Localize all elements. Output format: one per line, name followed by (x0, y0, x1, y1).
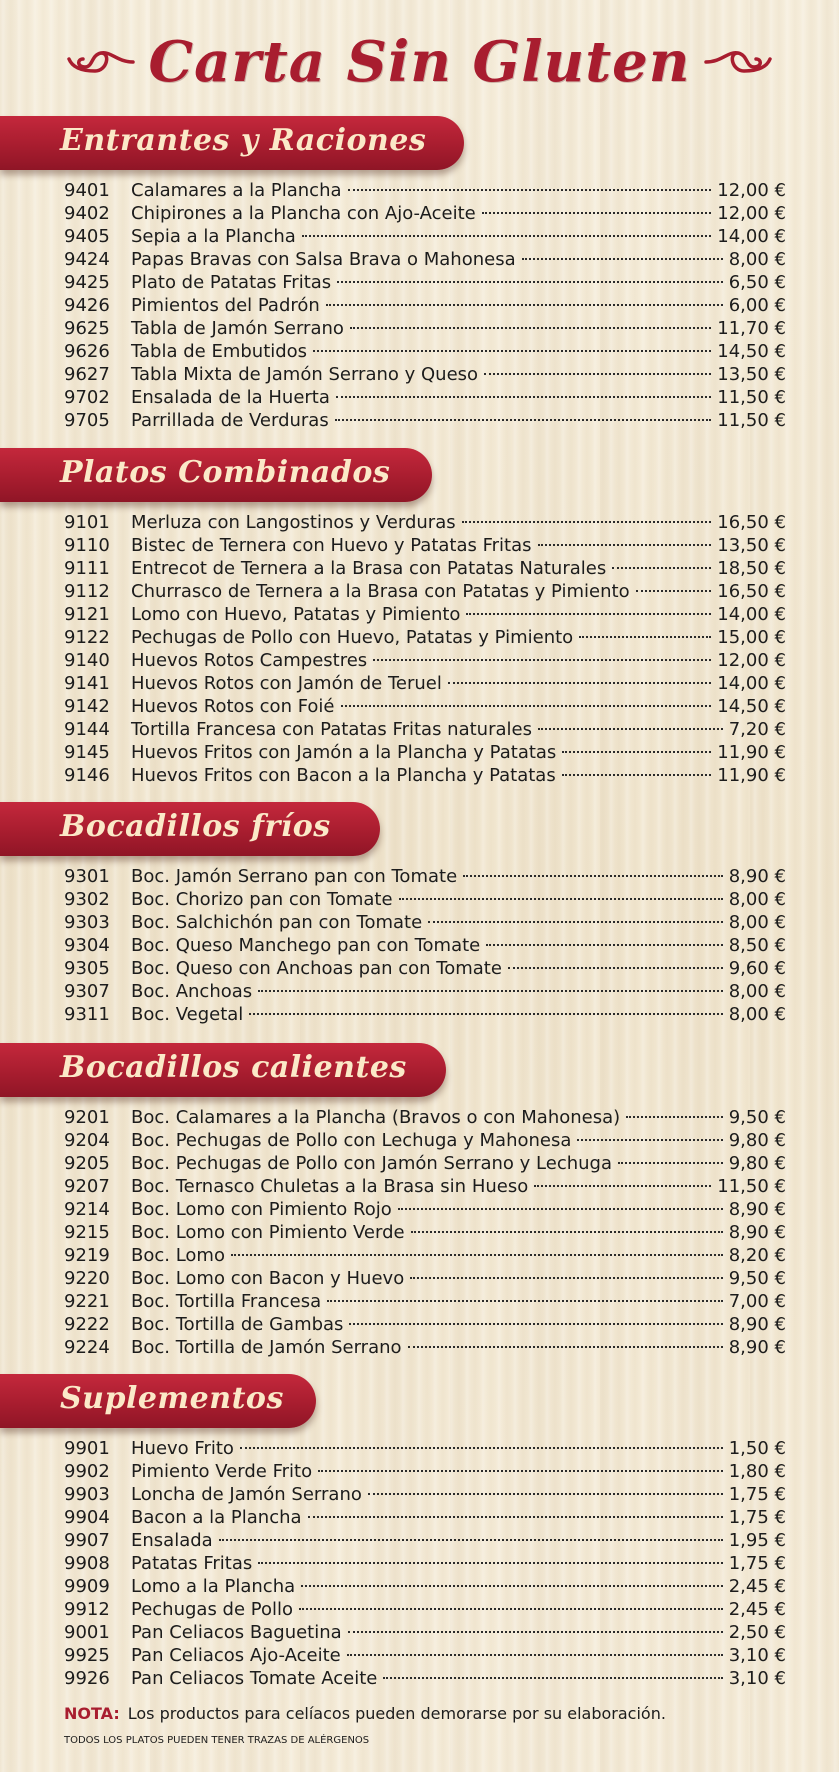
item-price: 11,70 € (717, 318, 786, 339)
item-code: 9222 (64, 1314, 110, 1335)
leader-dots (562, 751, 711, 753)
item-price: 11,50 € (717, 410, 786, 431)
item-price: 2,45 € (728, 1599, 786, 1620)
menu-item (64, 340, 786, 363)
item-code: 9426 (64, 295, 110, 316)
leader-dots (258, 1562, 722, 1564)
menu-list-platos-combinados (64, 511, 786, 787)
section-header-bocadillos-frios (0, 802, 380, 856)
menu-item (64, 317, 786, 340)
item-name: Boc. Salchichón pan con Tomate (131, 912, 423, 933)
leader-dots (219, 1539, 723, 1541)
item-name: Boc. Lomo con Bacon y Huevo (131, 1268, 405, 1289)
leader-dots (522, 258, 723, 260)
section-title: Bocadillos fríos (60, 809, 331, 844)
item-price: 9,80 € (728, 1153, 786, 1174)
menu-item (64, 649, 786, 672)
menu-item (64, 1598, 786, 1621)
leader-dots (348, 189, 712, 191)
item-code: 9204 (64, 1130, 110, 1151)
item-price: 15,00 € (717, 627, 786, 648)
menu-list-suplementos (64, 1437, 786, 1690)
item-price: 1,95 € (728, 1530, 786, 1551)
item-code: 9702 (64, 387, 110, 408)
leader-dots (508, 967, 723, 969)
item-name: Boc. Anchoas (131, 981, 253, 1002)
menu-item (64, 934, 786, 957)
item-name: Boc. Vegetal (131, 1004, 244, 1025)
item-name: Boc. Queso Manchego pan con Tomate (131, 935, 481, 956)
item-price: 1,75 € (728, 1507, 786, 1528)
menu-item (64, 764, 786, 787)
item-name: Entrecot de Ternera a la Brasa con Patatas Naturales (131, 558, 607, 579)
item-code: 9311 (64, 1004, 110, 1025)
item-code: 9220 (64, 1268, 110, 1289)
item-name: Huevo Frito (131, 1438, 234, 1459)
leader-dots (626, 1116, 723, 1118)
section-title: Bocadillos calientes (60, 1050, 407, 1085)
menu-item (64, 1667, 786, 1690)
leader-dots (482, 212, 712, 214)
item-code: 9303 (64, 912, 110, 933)
item-name: Boc. Calamares a la Plancha (Bravos o con Mahonesa) (131, 1107, 621, 1128)
item-name: Huevos Rotos con Foié (131, 696, 335, 717)
item-name: Tabla de Jamón Serrano (131, 318, 344, 339)
item-code: 9625 (64, 318, 110, 339)
item-code: 9110 (64, 535, 110, 556)
menu-item (64, 1506, 786, 1529)
section-header-entrantes (0, 116, 464, 170)
leader-dots (249, 1013, 722, 1015)
item-code: 9205 (64, 1153, 110, 1174)
menu-item (64, 1175, 786, 1198)
menu-item (64, 1313, 786, 1336)
leader-dots (383, 1677, 722, 1679)
menu-list-bocadillos-calientes (64, 1106, 786, 1359)
item-price: 8,20 € (728, 1245, 786, 1266)
item-price: 1,75 € (728, 1484, 786, 1505)
item-name: Bacon a la Plancha (131, 1507, 302, 1528)
flourish-left-icon (67, 47, 135, 77)
item-price: 14,50 € (717, 696, 786, 717)
item-name: Tortilla Francesa con Patatas Fritas naturales (131, 719, 532, 740)
item-price: 11,50 € (717, 1176, 786, 1197)
item-name: Boc. Tortilla Francesa (131, 1291, 322, 1312)
leader-dots (399, 898, 723, 900)
item-price: 14,50 € (717, 341, 786, 362)
item-price: 8,90 € (728, 866, 786, 887)
leader-dots (327, 1300, 723, 1302)
item-name: Boc. Lomo con Pimiento Verde (131, 1222, 405, 1243)
leader-dots (538, 544, 712, 546)
leader-dots (348, 1631, 723, 1633)
item-code: 9902 (64, 1461, 110, 1482)
item-name: Lomo a la Plancha (131, 1576, 296, 1597)
item-price: 11,90 € (717, 765, 786, 786)
menu-item (64, 695, 786, 718)
leader-dots (341, 705, 712, 707)
menu-item (64, 1129, 786, 1152)
menu-item (64, 1290, 786, 1313)
item-code: 9112 (64, 581, 110, 602)
item-code: 9912 (64, 1599, 110, 1620)
menu-list-bocadillos-frios (64, 865, 786, 1026)
leader-dots (318, 1470, 723, 1472)
item-code: 9221 (64, 1291, 110, 1312)
item-code: 9224 (64, 1337, 110, 1358)
menu-item (64, 1267, 786, 1290)
item-code: 9425 (64, 272, 110, 293)
leader-dots (337, 281, 723, 283)
note-label: NOTA: (64, 1704, 120, 1723)
item-code: 9146 (64, 765, 110, 786)
leader-dots (336, 396, 711, 398)
item-code: 9627 (64, 364, 110, 385)
item-code: 9121 (64, 604, 110, 625)
menu-item (64, 1644, 786, 1667)
leader-dots (301, 1585, 723, 1587)
item-price: 13,50 € (717, 535, 786, 556)
item-code: 9305 (64, 958, 110, 979)
item-name: Bistec de Ternera con Huevo y Patatas Fritas (131, 535, 532, 556)
menu-item (64, 1529, 786, 1552)
item-price: 8,90 € (728, 1199, 786, 1220)
allergen-note: TODOS LOS PLATOS PUEDEN TENER TRAZAS DE ALÉRGENOS (64, 1735, 370, 1746)
leader-dots (349, 1323, 722, 1325)
item-code: 9111 (64, 558, 110, 579)
item-name: Churrasco de Ternera a la Brasa con Patatas y Pimiento (131, 581, 630, 602)
item-code: 9302 (64, 889, 110, 910)
item-name: Boc. Pechugas de Pollo con Lechuga y Mahonesa (131, 1130, 572, 1151)
item-name: Loncha de Jamón Serrano (131, 1484, 362, 1505)
menu-item (64, 1003, 786, 1026)
item-price: 13,50 € (717, 364, 786, 385)
menu-item (64, 865, 786, 888)
item-name: Boc. Queso con Anchoas pan con Tomate (131, 958, 502, 979)
menu-item (64, 1106, 786, 1129)
item-name: Pimiento Verde Frito (131, 1461, 313, 1482)
item-price: 8,90 € (728, 1314, 786, 1335)
menu-item (64, 363, 786, 386)
menu-item (64, 1221, 786, 1244)
item-code: 9140 (64, 650, 110, 671)
menu-item (64, 957, 786, 980)
item-price: 7,20 € (728, 719, 786, 740)
leader-dots (408, 1346, 723, 1348)
item-name: Ensalada (131, 1530, 213, 1551)
item-name: Huevos Rotos Campestres (131, 650, 368, 671)
item-price: 8,00 € (728, 981, 786, 1002)
item-price: 3,10 € (728, 1668, 786, 1689)
flourish-right-icon (704, 47, 772, 77)
item-code: 9907 (64, 1530, 110, 1551)
item-code: 9141 (64, 673, 110, 694)
item-name: Merluza con Langostinos y Verduras (131, 512, 456, 533)
item-code: 9401 (64, 180, 110, 201)
leader-dots (368, 1493, 723, 1495)
item-name: Sepia a la Plancha (131, 226, 296, 247)
menu-item (64, 1152, 786, 1175)
menu-item (64, 557, 786, 580)
item-code: 9301 (64, 866, 110, 887)
item-price: 8,00 € (728, 912, 786, 933)
leader-dots (308, 1516, 723, 1518)
menu-item (64, 409, 786, 432)
item-price: 8,90 € (728, 1222, 786, 1243)
menu-item (64, 603, 786, 626)
item-name: Parrillada de Verduras (131, 410, 329, 431)
note-text: Los productos para celíacos pueden demorarse por su elaboración. (127, 1704, 666, 1723)
item-price: 9,50 € (728, 1107, 786, 1128)
menu-item (64, 980, 786, 1003)
item-name: Huevos Rotos con Jamón de Teruel (131, 673, 442, 694)
item-price: 8,00 € (728, 1004, 786, 1025)
item-name: Boc. Lomo con Pimiento Rojo (131, 1199, 392, 1220)
item-code: 9144 (64, 719, 110, 740)
section-title: Platos Combinados (60, 455, 391, 490)
leader-dots (231, 1254, 723, 1256)
item-name: Plato de Patatas Fritas (131, 272, 332, 293)
leader-dots (612, 567, 711, 569)
item-code: 9207 (64, 1176, 110, 1197)
item-name: Boc. Pechugas de Pollo con Jamón Serrano y Lechuga (131, 1153, 612, 1174)
section-title: Entrantes y Raciones (60, 123, 427, 158)
leader-dots (347, 1654, 723, 1656)
menu-item (64, 225, 786, 248)
item-name: Boc. Ternasco Chuletas a la Brasa sin Hueso (131, 1176, 529, 1197)
item-code: 9145 (64, 742, 110, 763)
item-name: Pan Celiacos Baguetina (131, 1622, 342, 1643)
item-code: 9903 (64, 1484, 110, 1505)
item-name: Lomo con Huevo, Patatas y Pimiento (131, 604, 461, 625)
item-price: 2,45 € (728, 1576, 786, 1597)
menu-item (64, 271, 786, 294)
menu-item (64, 1336, 786, 1359)
item-price: 14,00 € (717, 604, 786, 625)
leader-dots (579, 636, 711, 638)
item-name: Boc. Tortilla de Gambas (131, 1314, 344, 1335)
item-name: Tabla Mixta de Jamón Serrano y Queso (131, 364, 479, 385)
item-price: 8,90 € (728, 1337, 786, 1358)
item-price: 8,50 € (728, 935, 786, 956)
menu-item (64, 1198, 786, 1221)
item-price: 11,90 € (717, 742, 786, 763)
leader-dots (411, 1231, 723, 1233)
item-price: 6,00 € (728, 295, 786, 316)
item-price: 14,00 € (717, 226, 786, 247)
item-name: Pimientos del Padrón (131, 295, 320, 316)
item-code: 9101 (64, 512, 110, 533)
item-code: 9904 (64, 1507, 110, 1528)
leader-dots (335, 419, 712, 421)
item-name: Boc. Tortilla de Jamón Serrano (131, 1337, 402, 1358)
item-code: 9201 (64, 1107, 110, 1128)
leader-dots (410, 1277, 723, 1279)
item-code: 9215 (64, 1222, 110, 1243)
item-code: 9705 (64, 410, 110, 431)
item-price: 1,80 € (728, 1461, 786, 1482)
item-price: 12,00 € (717, 203, 786, 224)
item-price: 14,00 € (717, 673, 786, 694)
item-price: 9,60 € (728, 958, 786, 979)
leader-dots (350, 327, 711, 329)
menu-list-entrantes (64, 179, 786, 432)
leader-dots (313, 350, 711, 352)
menu-item (64, 718, 786, 741)
menu-item (64, 1483, 786, 1506)
page-title: Carta Sin Gluten (148, 29, 691, 95)
item-name: Tabla de Embutidos (131, 341, 308, 362)
item-code: 9901 (64, 1438, 110, 1459)
item-price: 8,00 € (728, 889, 786, 910)
item-name: Papas Bravas con Salsa Brava o Mahonesa (131, 249, 516, 270)
item-code: 9926 (64, 1668, 110, 1689)
item-price: 9,80 € (728, 1130, 786, 1151)
item-name: Boc. Lomo (131, 1245, 225, 1266)
item-code: 9219 (64, 1245, 110, 1266)
title-bar (0, 22, 839, 102)
leader-dots (562, 774, 712, 776)
menu-item (64, 1621, 786, 1644)
menu-item (64, 888, 786, 911)
leader-dots (428, 921, 723, 923)
menu-item (64, 626, 786, 649)
item-code: 9307 (64, 981, 110, 1002)
leader-dots (299, 1608, 723, 1610)
item-name: Pan Celiacos Tomate Aceite (131, 1668, 378, 1689)
leader-dots (618, 1162, 723, 1164)
item-name: Calamares a la Plancha (131, 180, 342, 201)
item-name: Huevos Fritos con Bacon a la Plancha y Patatas (131, 765, 556, 786)
item-price: 9,50 € (728, 1268, 786, 1289)
leader-dots (636, 590, 712, 592)
item-code: 9405 (64, 226, 110, 247)
leader-dots (577, 1139, 722, 1141)
item-price: 16,50 € (717, 581, 786, 602)
item-price: 7,00 € (728, 1291, 786, 1312)
item-code: 9122 (64, 627, 110, 648)
section-header-bocadillos-calientes (0, 1043, 446, 1097)
leader-dots (302, 235, 711, 237)
menu-item (64, 580, 786, 603)
item-name: Patatas Fritas (131, 1553, 253, 1574)
menu-item (64, 511, 786, 534)
menu-item (64, 1244, 786, 1267)
item-price: 8,00 € (728, 249, 786, 270)
item-price: 12,00 € (717, 180, 786, 201)
menu-item (64, 672, 786, 695)
section-header-platos-combinados (0, 448, 432, 502)
item-price: 6,50 € (728, 272, 786, 293)
item-price: 18,50 € (717, 558, 786, 579)
leader-dots (448, 682, 711, 684)
leader-dots (463, 875, 723, 877)
item-code: 9214 (64, 1199, 110, 1220)
menu-item (64, 248, 786, 271)
menu-item (64, 741, 786, 764)
item-name: Boc. Chorizo pan con Tomate (131, 889, 393, 910)
leader-dots (258, 990, 723, 992)
section-header-suplementos (0, 1374, 316, 1428)
menu-item (64, 534, 786, 557)
leader-dots (538, 728, 723, 730)
leader-dots (466, 613, 711, 615)
item-name: Ensalada de la Huerta (131, 387, 330, 408)
leader-dots (484, 373, 711, 375)
menu-item (64, 294, 786, 317)
item-price: 2,50 € (728, 1622, 786, 1643)
item-code: 9909 (64, 1576, 110, 1597)
gluten-note (64, 1704, 666, 1723)
menu-item (64, 386, 786, 409)
leader-dots (534, 1185, 711, 1187)
leader-dots (373, 659, 711, 661)
menu-item (64, 1437, 786, 1460)
item-name: Boc. Jamón Serrano pan con Tomate (131, 866, 458, 887)
item-price: 3,10 € (728, 1645, 786, 1666)
item-code: 9142 (64, 696, 110, 717)
item-code: 9424 (64, 249, 110, 270)
item-price: 12,00 € (717, 650, 786, 671)
item-name: Pechugas de Pollo con Huevo, Patatas y Pimiento (131, 627, 574, 648)
menu-item (64, 202, 786, 225)
leader-dots (240, 1447, 723, 1449)
item-name: Pechugas de Pollo (131, 1599, 294, 1620)
item-code: 9402 (64, 203, 110, 224)
menu-item (64, 179, 786, 202)
item-name: Pan Celiacos Ajo-Aceite (131, 1645, 341, 1666)
leader-dots (326, 304, 723, 306)
item-price: 1,75 € (728, 1553, 786, 1574)
menu-item (64, 1552, 786, 1575)
item-code: 9001 (64, 1622, 110, 1643)
menu-item (64, 1575, 786, 1598)
item-code: 9304 (64, 935, 110, 956)
item-code: 9908 (64, 1553, 110, 1574)
item-price: 1,50 € (728, 1438, 786, 1459)
item-code: 9925 (64, 1645, 110, 1666)
item-name: Huevos Fritos con Jamón a la Plancha y Patatas (131, 742, 557, 763)
item-price: 11,50 € (717, 387, 786, 408)
menu-item (64, 1460, 786, 1483)
leader-dots (398, 1208, 723, 1210)
leader-dots (462, 521, 712, 523)
leader-dots (486, 944, 722, 946)
section-title: Suplementos (60, 1381, 284, 1416)
menu-item (64, 911, 786, 934)
item-price: 16,50 € (717, 512, 786, 533)
item-code: 9626 (64, 341, 110, 362)
item-name: Chipirones a la Plancha con Ajo-Aceite (131, 203, 476, 224)
